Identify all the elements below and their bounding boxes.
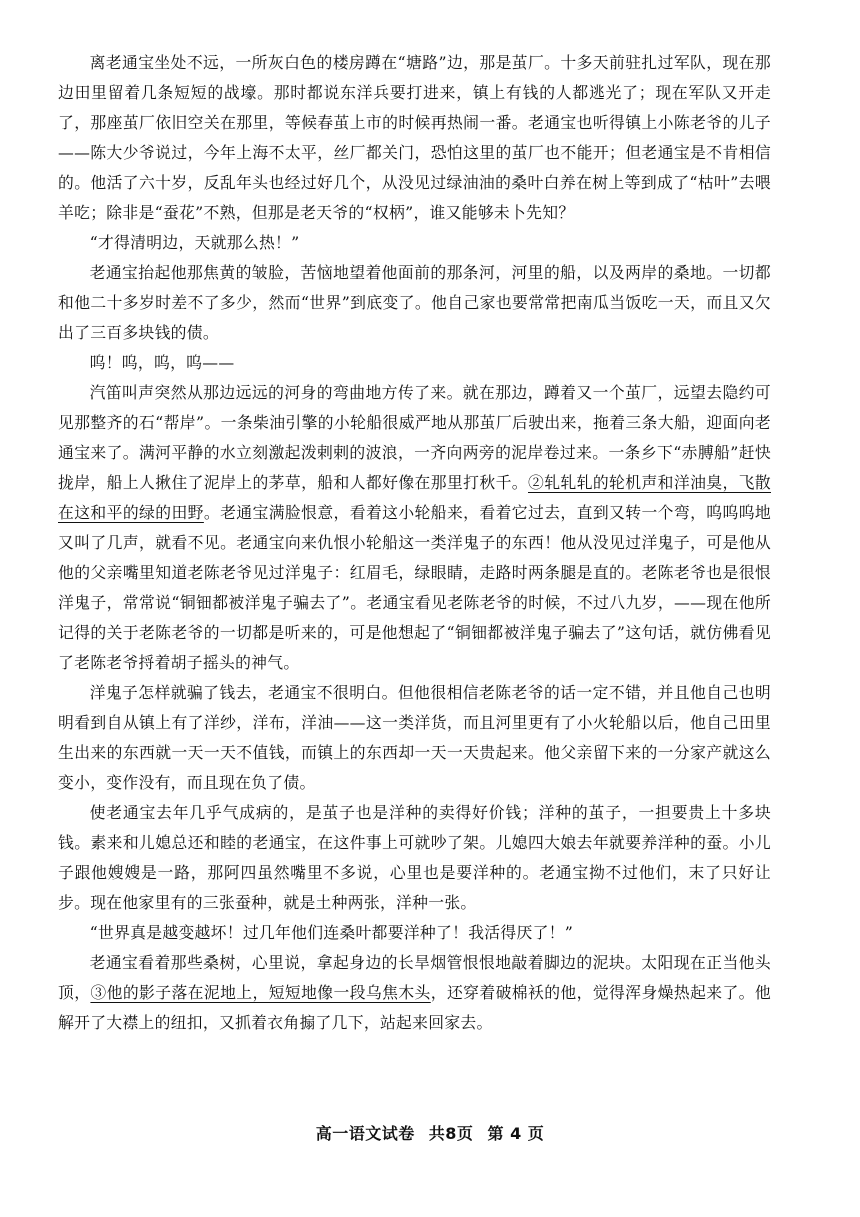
footer-exam-title: 高一语文试卷 [315,1124,415,1143]
passage-paragraph [58,798,771,918]
footer-total-pages: 共8页 [428,1124,474,1143]
page-footer [0,1121,860,1144]
paragraph-text: 离老通宝坐处不远，一所灰白色的楼房蹲在“塘路”边，那是茧厂。十多天前驻扎过军队，现在那边田里留着几条短短的战壕。那时都说东洋兵要打进来，镇上有钱的人都逃光了；现在军队又开走了，那座茧厂依旧空关在那里，等候春茧上市的时候再热闹一番。老通宝也听得镇上小陈老爷的儿子——陈大少爷说过，今年上海不太平，丝厂都关门，恐怕这里的茧厂也不能开；但老通宝是不肯相信的。他活了六十岁，反乱年头也经过好几个，从没见过绿油油的桑叶白养在树上等到成了“枯叶”去喂羊吃；除非是“蚕花”不熟，但那是老天爷的“权柄”，谁又能够未卜先知？ [58,53,771,222]
passage-paragraph [58,918,771,948]
paragraph-text: 使老通宝去年几乎气成病的，是茧子也是洋种的卖得好价钱；洋种的茧子，一担要贵上十多块钱。素来和儿媳总还和睦的老通宝，在这件事上可就吵了架。儿媳四大娘去年就要养洋种的蚕。小儿子跟他嫂嫂是一路，那阿四虽然嘴里不多说，心里也是要洋种的。老通宝拗不过他们，末了只好让步。现在他家里有的三张蚕种，就是土种两张，洋种一张。 [58,803,771,912]
passage-paragraph [58,228,771,258]
passage-paragraph [58,678,771,798]
passage-paragraph [58,48,771,228]
underlined-sentence: ③他的影子落在泥地上，短短地像一段乌焦木头 [90,983,431,1002]
footer-page-number: 第 4 页 [487,1124,545,1143]
paragraph-text: 。老通宝满脸恨意，看着这小轮船来，看着它过去，直到又转一个弯，呜呜呜地又叫了几声，就看不见。老通宝向来仇恨小轮船这一类洋鬼子的东西！他从没见过洋鬼子，可是他从他的父亲嘴里知道老陈老爷见过洋鬼子：红眉毛，绿眼睛，走路时两条腿是直的。老陈老爷也是很恨洋鬼子，常常说“铜钿都被洋鬼子骗去了”。老通宝看见老陈老爷的时候，不过八九岁，——现在他所记得的关于老陈老爷的一切都是听来的，可是他想起了“铜钿都被洋鬼子骗去了”这句话，就仿佛看见了老陈老爷捋着胡子摇头的神气。 [58,503,771,672]
reading-passage [58,48,771,1038]
passage-paragraph [58,378,771,678]
paragraph-text: 汽笛叫声突然从那边远远的河身的弯曲地方传了来。就在那边，蹲着又一个茧厂，远望去隐约可见那整齐的石“帮岸”。一条柴油引擎的小轮船很威严地从那茧厂后驶出来，拖着三条大船，迎面向老通宝来了。满河平静的水立刻激起泼剌剌的波浪，一齐向两旁的泥岸卷过来。一条乡下“赤膊船”赶快拢岸，船上人揪住了泥岸上的茅草，船和人都好像在那里打秋千。 [58,383,771,492]
paragraph-text: 老通宝抬起他那焦黄的皱脸，苦恼地望着他面前的那条河，河里的船，以及两岸的桑地。一切都和他二十多岁时差不了多少，然而“世界”到底变了。他自己家也要常常把南瓜当饭吃一天，而且又欠出了三百多块钱的债。 [58,263,771,342]
paragraph-text: “世界真是越变越坏！过几年他们连桑叶都要洋种了！我活得厌了！” [89,923,574,942]
passage-paragraph [58,258,771,348]
passage-paragraph [58,348,771,378]
paragraph-text: ，还穿着破棉袄的他，觉得浑身燥热起来了。他解开了大襟上的纽扣，又抓着衣角搧了几下，站起来回家去。 [58,983,771,1032]
underlined-sentence: ②轧轧轧的轮机声和洋油臭，飞散在这和平的绿的田野 [58,473,771,522]
paragraph-text: 洋鬼子怎样就骗了钱去，老通宝不很明白。但他很相信老陈老爷的话一定不错，并且他自己也明明看到自从镇上有了洋纱，洋布，洋油——这一类洋货，而且河里更有了小火轮船以后，他自己田里生出来的东西就一天一天不值钱，而镇上的东西却一天一天贵起来。他父亲留下来的一分家产就这么变小，变作没有，而且现在负了债。 [58,683,771,792]
passage-paragraph [58,948,771,1038]
paragraph-text: “才得清明边，天就那么热！” [89,233,300,252]
paragraph-text: 老通宝看着那些桑树，心里说，拿起身边的长旱烟管恨恨地敲着脚边的泥块。太阳现在正当他头顶， [58,953,771,1002]
paragraph-text: 呜！呜，呜，呜—— [89,353,235,372]
